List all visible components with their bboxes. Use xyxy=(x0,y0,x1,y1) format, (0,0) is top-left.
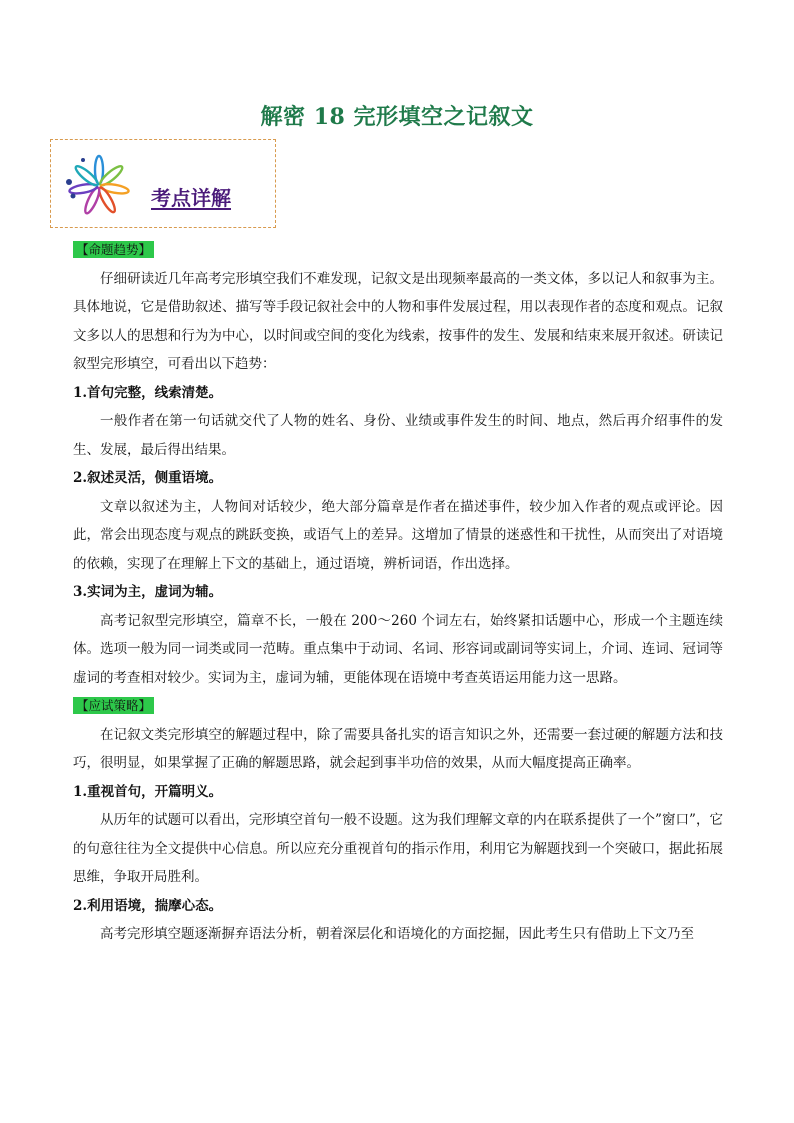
page-title: 解密 18 完形填空之记叙文 xyxy=(260,104,534,130)
trend-intro: 仔细研读近几年高考完形填空我们不难发现，记叙文是出现频率最高的一类文体，多以记人和叙事为主。具体地说，它是借助叙述、描写等手段记叙社会中的人物和事件发展过程，用以表现作者的态度和观点。记叙文多以人的思想和行为为中心，以时间或空间的变化为线索，按事件的发生、发展和结束来展开叙述。研读记叙型完形填空，可看出以下趋势： xyxy=(73,270,723,372)
trend-heading-1: 1.首句完整，线索清楚。 xyxy=(73,384,223,401)
trend-heading-2: 2.叙述灵活，侧重语境。 xyxy=(73,470,223,486)
flower-logo-icon xyxy=(61,152,133,220)
trend-text-3: 高考记叙型完形填空，篇章不长，一般在 200～260 个词左右，始终紧扣话题中心，形成一个主题连续体。选项一般为同一词类或同一范畴。重点集中于动词、名词、形容词或副词等实词上，介词、连词、冠词等虚词的考查相对较少。实词为主，虚词为辅，更能体现在语境中考查英语运用能力这一思路。 xyxy=(73,612,723,686)
strategy-text-2: 高考完形填空题逐渐摒弃语法分析，朝着深层化和语境化的方面挖掘，因此考生只有借助上下文乃至 xyxy=(100,926,694,942)
strategy-text-1: 从历年的试题可以看出，完形填空首句一般不设题。这为我们理解文章的内在联系提供了一个”窗口”，它的句意往往为全文提供中心信息。所以应充分重视首句的指示作用，利用它为解题找到一个突破口，据此拓展思维，争取开局胜利。 xyxy=(73,812,723,885)
section-banner xyxy=(50,139,276,228)
strategy-heading-1: 1.重视首句，开篇明义。 xyxy=(73,783,223,800)
trend-text-1: 一般作者在第一句话就交代了人物的姓名、身份、业绩或事件发生的时间、地点，然后再介绍事件的发生、发展，最后得出结果。 xyxy=(73,413,723,458)
banner-title: 考点详解 xyxy=(151,186,231,210)
strategy-intro: 在记叙文类完形填空的解题过程中，除了需要具备扎实的语言知识之外，还需要一套过硬的解题方法和技巧，很明显，如果掌握了正确的解题思路，就会起到事半功倍的效果，从而大幅度提高正确率。 xyxy=(73,726,723,771)
document-body xyxy=(73,236,723,949)
section-tag-strategy: 【应试策略】 xyxy=(73,697,154,714)
strategy-heading-2: 2.利用语境，揣摩心态。 xyxy=(73,897,223,914)
trend-text-2: 文章以叙述为主，人物间对话较少，绝大部分篇章是作者在描述事件，较少加入作者的观点或评论。因此，常会出现态度与观点的跳跃变换，或语气上的差异。这增加了情景的迷惑性和干扰性，从而突出了对语境的依赖，实现了在理解上下文的基础上，通过语境，辨析词语，作出选择。 xyxy=(73,498,723,572)
section-tag-trend: 【命题趋势】 xyxy=(73,241,154,258)
trend-heading-3: 3.实词为主，虚词为辅。 xyxy=(73,584,223,600)
